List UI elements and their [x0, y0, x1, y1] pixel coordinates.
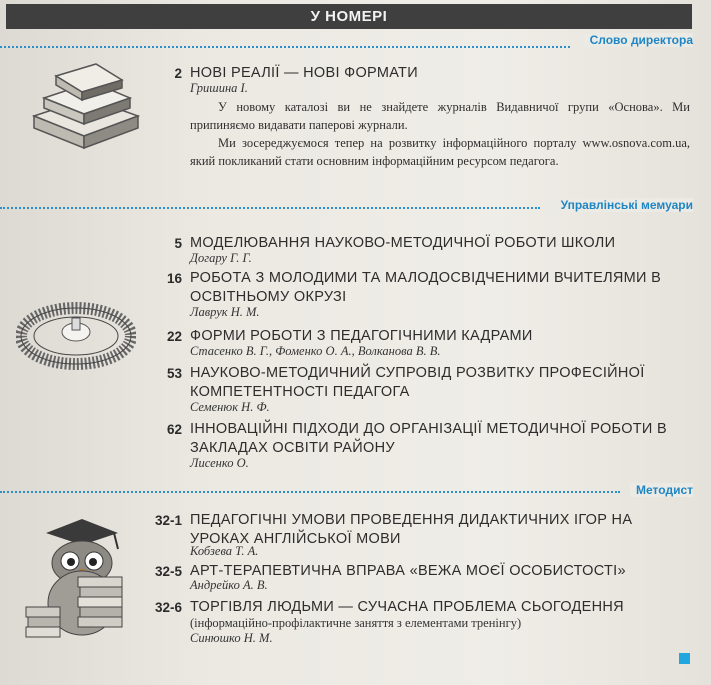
article-subtitle: (інформаційно-профілактичне заняття з елементами тренінгу): [190, 616, 522, 630]
section-title-methodist: Методист: [630, 483, 693, 497]
article-title[interactable]: АРТ-ТЕРАПЕВТИЧНА ВПРАВА «ВЕЖА МОЄЇ ОСОБИСТОСТІ»: [190, 563, 626, 579]
page-number: 62: [166, 422, 182, 437]
article-author: Гришина І.: [190, 81, 248, 95]
article-author: Стасенко В. Г., Фоменко О. А., Волканова В. В.: [190, 344, 441, 358]
description-paragraph: Ми зосереджуємося тепер на розвитку інформаційного порталу www.osnova.com.ua, який покликаний стати основним інформаційним ресурсом педагога.: [190, 136, 690, 168]
article-author: Догару Г. Г.: [190, 251, 252, 265]
page-number: 5: [174, 236, 182, 251]
description-paragraph: У новому каталозі ви не знайдете журналів Видавничої групи «Основа». Ми припиняємо видавати паперові журнали.: [190, 100, 690, 132]
article-author: Семенюк Н. Ф.: [190, 400, 270, 414]
owl-with-books-icon: [22, 515, 134, 640]
article-author: Кобзева Т. А.: [190, 544, 259, 558]
section-title-director: Слово директора: [584, 33, 693, 47]
article-title[interactable]: ФОРМИ РОБОТИ З ПЕДАГОГІЧНИМИ КАДРАМИ: [190, 328, 533, 344]
page-number: 32-6: [154, 600, 182, 615]
article-title[interactable]: ІННОВАЦІЙНІ ПІДХОДИ ДО ОРГАНІЗАЦІЇ МЕТОДИЧНОЇ РОБОТИ В ЗАКЛАДАХ ОСВІТИ РАЙОНУ: [190, 421, 667, 456]
contents-banner: У НОМЕРІ: [6, 4, 692, 29]
section-divider: [0, 207, 540, 209]
page-number: 32-5: [154, 564, 182, 579]
circular-bookshelf-icon: [16, 296, 136, 376]
article-description: [190, 98, 690, 170]
article-author: Лаврук Н. М.: [190, 305, 260, 319]
article-title[interactable]: ПЕДАГОГІЧНІ УМОВИ ПРОВЕДЕННЯ ДИДАКТИЧНИХ ІГОР НА УРОКАХ АНГЛІЙСЬКОЇ МОВИ: [190, 512, 633, 547]
page-number: 22: [166, 329, 182, 344]
article-title[interactable]: ТОРГІВЛЯ ЛЮДЬМИ — СУЧАСНА ПРОБЛЕМА СЬОГОДЕННЯ: [190, 599, 624, 615]
page-number: 32-1: [154, 513, 182, 528]
article-author: Лисенко О.: [190, 456, 249, 470]
section-divider: [0, 46, 570, 48]
article-title[interactable]: НАУКОВО-МЕТОДИЧНИЙ СУПРОВІД РОЗВИТКУ ПРОФЕСІЙНОЇ КОМПЕТЕНТНОСТІ ПЕДАГОГА: [190, 365, 645, 400]
article-author: Андрейко А. В.: [190, 578, 268, 592]
page-number: 16: [166, 271, 182, 286]
page-number: 2: [174, 66, 182, 81]
section-divider: [0, 491, 620, 493]
books-stack-icon: [26, 58, 144, 158]
article-title[interactable]: РОБОТА З МОЛОДИМИ ТА МАЛОДОСВІДЧЕНИМИ ВЧИТЕЛЯМИ В ОСВІТНЬОМУ ОКРУЗІ: [190, 270, 662, 305]
article-author: Синюшко Н. М.: [190, 631, 273, 645]
page-number: 53: [166, 366, 182, 381]
article-title[interactable]: НОВІ РЕАЛІЇ — НОВІ ФОРМАТИ: [190, 65, 418, 81]
article-title[interactable]: МОДЕЛЮВАННЯ НАУКОВО-МЕТОДИЧНОЇ РОБОТИ ШКОЛИ: [190, 235, 616, 251]
section-title-memoirs: Управлінські мемуари: [555, 198, 693, 212]
page-corner-marker: [679, 653, 690, 664]
